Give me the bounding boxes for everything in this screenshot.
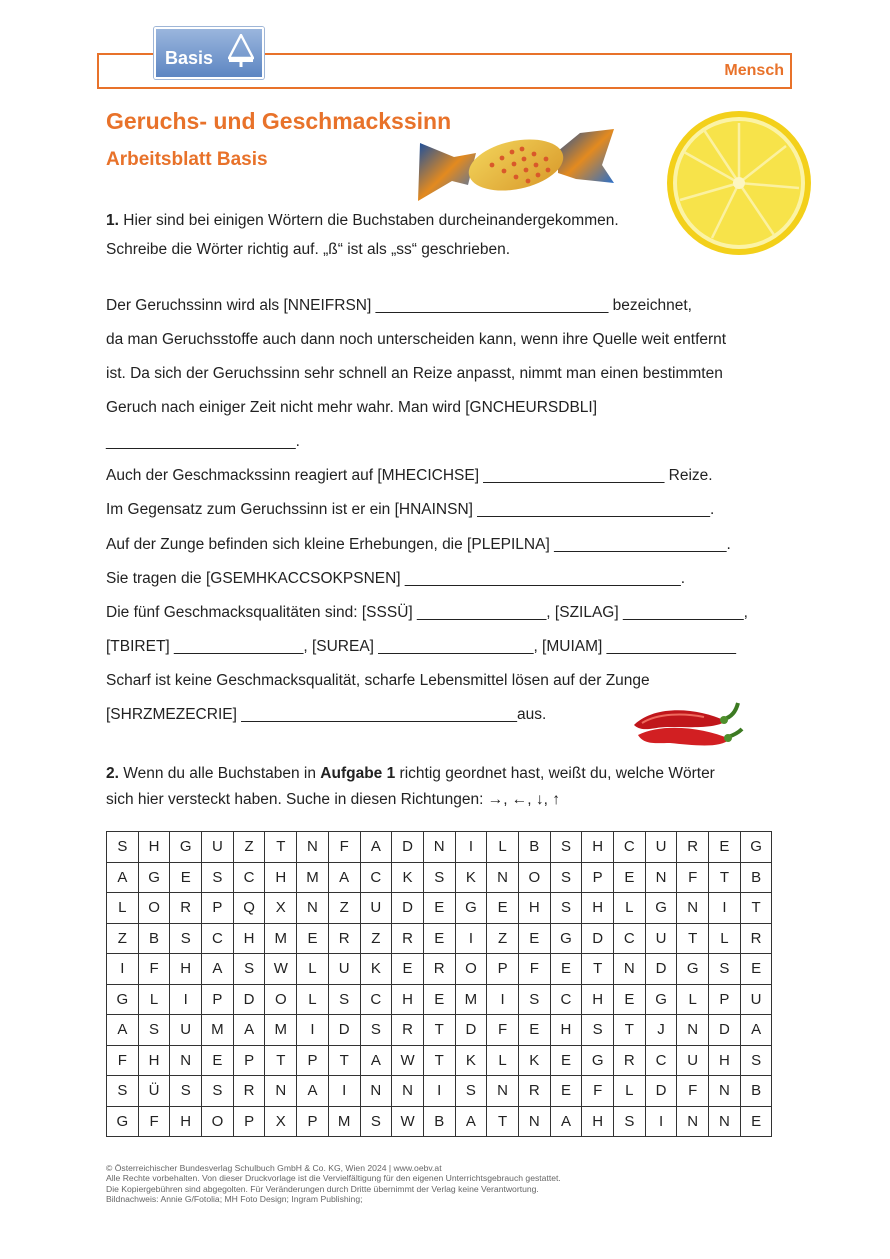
grid-cell: S bbox=[709, 954, 741, 985]
task2-number: 2. bbox=[106, 765, 119, 782]
grid-cell: E bbox=[550, 1076, 582, 1107]
task1-intro-text: Hier sind bei einigen Wörtern die Buchstaben durcheinandergekommen. bbox=[118, 212, 619, 229]
grid-cell: P bbox=[709, 984, 741, 1015]
grid-cell: S bbox=[455, 1076, 487, 1107]
task2-bold-ref: Aufgabe 1 bbox=[320, 765, 396, 782]
grid-cell: S bbox=[614, 1106, 646, 1137]
chili-pepper-illustration bbox=[624, 699, 744, 755]
grid-cell: N bbox=[297, 893, 329, 924]
grid-cell: A bbox=[455, 1106, 487, 1137]
footer-line: © Österreichischer Bundesverlag Schulbuch GmbH & Co. KG, Wien 2024 | www.oebv.at bbox=[106, 1163, 442, 1173]
task2-text-a: Wenn du alle Buchstaben in bbox=[118, 765, 321, 782]
grid-cell: A bbox=[297, 1076, 329, 1107]
task1-intro-line2: Schreibe die Wörter richtig auf. „ß“ ist als „ss“ geschrieben. bbox=[106, 241, 510, 258]
grid-cell: D bbox=[709, 1015, 741, 1046]
grid-cell: R bbox=[392, 923, 424, 954]
grid-cell: D bbox=[328, 1015, 360, 1046]
grid-cell: S bbox=[423, 862, 455, 893]
grid-cell: A bbox=[360, 1045, 392, 1076]
grid-cell: F bbox=[107, 1045, 139, 1076]
task2-line2: sich hier versteckt haben. Suche in diesen Richtungen: →, ←, ↓, ↑ bbox=[106, 791, 561, 808]
grid-cell: I bbox=[455, 832, 487, 863]
grid-cell: E bbox=[550, 1045, 582, 1076]
grid-cell: H bbox=[170, 954, 202, 985]
grid-cell: G bbox=[645, 984, 677, 1015]
grid-cell: U bbox=[328, 954, 360, 985]
grid-row bbox=[107, 1076, 772, 1107]
grid-cell: A bbox=[107, 862, 139, 893]
grid-cell: G bbox=[550, 923, 582, 954]
task1-line: Scharf ist keine Geschmacksqualität, scharfe Lebensmittel lösen auf der Zunge bbox=[106, 672, 650, 689]
logo-text: Basis bbox=[165, 48, 214, 68]
grid-cell: H bbox=[709, 1045, 741, 1076]
grid-cell: R bbox=[328, 923, 360, 954]
grid-cell: S bbox=[170, 923, 202, 954]
grid-cell: H bbox=[550, 1015, 582, 1046]
grid-cell: T bbox=[582, 954, 614, 985]
task1-line: Auf der Zunge befinden sich kleine Erhebungen, die [PLEPILNA] ____________________. bbox=[106, 536, 731, 553]
grid-cell: O bbox=[455, 954, 487, 985]
grid-cell: N bbox=[518, 1106, 550, 1137]
grid-cell: A bbox=[550, 1106, 582, 1137]
grid-cell: S bbox=[138, 1015, 170, 1046]
grid-cell: H bbox=[582, 1106, 614, 1137]
task1-line: Auch der Geschmackssinn reagiert auf [MHECICHSE] _____________________ Reize. bbox=[106, 467, 713, 484]
grid-cell: G bbox=[455, 893, 487, 924]
grid-cell: E bbox=[614, 984, 646, 1015]
grid-row bbox=[107, 1106, 772, 1137]
grid-cell: P bbox=[202, 984, 234, 1015]
grid-cell: I bbox=[455, 923, 487, 954]
grid-cell: O bbox=[518, 862, 550, 893]
grid-cell: U bbox=[360, 893, 392, 924]
grid-cell: F bbox=[328, 832, 360, 863]
grid-cell: S bbox=[107, 832, 139, 863]
grid-cell: C bbox=[360, 862, 392, 893]
grid-cell: L bbox=[297, 954, 329, 985]
grid-cell: S bbox=[107, 1076, 139, 1107]
page-subtitle: Arbeitsblatt Basis bbox=[106, 149, 268, 170]
grid-cell: R bbox=[614, 1045, 646, 1076]
grid-cell: B bbox=[423, 1106, 455, 1137]
grid-cell: O bbox=[202, 1106, 234, 1137]
grid-cell: K bbox=[455, 862, 487, 893]
grid-cell: E bbox=[518, 1015, 550, 1046]
grid-cell: M bbox=[265, 923, 297, 954]
grid-cell: E bbox=[740, 1106, 772, 1137]
grid-cell: I bbox=[487, 984, 519, 1015]
grid-cell: T bbox=[423, 1045, 455, 1076]
grid-cell: A bbox=[360, 832, 392, 863]
grid-cell: H bbox=[138, 1045, 170, 1076]
grid-cell: L bbox=[709, 923, 741, 954]
grid-cell: K bbox=[455, 1045, 487, 1076]
grid-cell: B bbox=[740, 1076, 772, 1107]
task1-line: Geruch nach einiger Zeit nicht mehr wahr. Man wird [GNCHEURSDBLI] bbox=[106, 399, 598, 416]
grid-row bbox=[107, 893, 772, 924]
grid-cell: E bbox=[170, 862, 202, 893]
grid-cell: T bbox=[709, 862, 741, 893]
footer-line: Alle Rechte vorbehalten. Von dieser Druckvorlage ist die Vervielfältigung für den eigenen Unterrichtsgebrauch gestattet. bbox=[106, 1173, 561, 1184]
grid-cell: N bbox=[677, 1015, 709, 1046]
task1-line: ______________________. bbox=[106, 433, 300, 450]
grid-cell: S bbox=[233, 954, 265, 985]
grid-cell: B bbox=[138, 923, 170, 954]
grid-row bbox=[107, 954, 772, 985]
grid-cell: H bbox=[582, 832, 614, 863]
grid-cell: H bbox=[392, 984, 424, 1015]
grid-cell: N bbox=[614, 954, 646, 985]
grid-cell: F bbox=[582, 1076, 614, 1107]
grid-cell: H bbox=[518, 893, 550, 924]
grid-cell: F bbox=[138, 1106, 170, 1137]
subject-label: Mensch bbox=[724, 62, 784, 79]
grid-cell: U bbox=[677, 1045, 709, 1076]
grid-cell: S bbox=[170, 1076, 202, 1107]
grid-cell: L bbox=[677, 984, 709, 1015]
grid-cell: F bbox=[487, 1015, 519, 1046]
grid-cell: S bbox=[518, 984, 550, 1015]
grid-cell: A bbox=[328, 862, 360, 893]
grid-cell: C bbox=[614, 923, 646, 954]
grid-cell: C bbox=[360, 984, 392, 1015]
grid-cell: H bbox=[265, 862, 297, 893]
grid-cell: N bbox=[677, 893, 709, 924]
grid-cell: N bbox=[297, 832, 329, 863]
grid-cell: H bbox=[582, 893, 614, 924]
grid-row bbox=[107, 862, 772, 893]
grid-cell: E bbox=[423, 923, 455, 954]
grid-cell: S bbox=[550, 862, 582, 893]
grid-cell: L bbox=[487, 832, 519, 863]
grid-cell: P bbox=[582, 862, 614, 893]
grid-cell: C bbox=[233, 862, 265, 893]
grid-cell: M bbox=[328, 1106, 360, 1137]
grid-cell: J bbox=[645, 1015, 677, 1046]
task1-intro-line1 bbox=[106, 212, 619, 230]
grid-cell: T bbox=[265, 1045, 297, 1076]
grid-cell: O bbox=[265, 984, 297, 1015]
grid-cell: G bbox=[740, 832, 772, 863]
grid-cell: S bbox=[582, 1015, 614, 1046]
grid-cell: L bbox=[614, 1076, 646, 1107]
grid-cell: D bbox=[392, 832, 424, 863]
grid-cell: F bbox=[677, 1076, 709, 1107]
grid-cell: D bbox=[645, 1076, 677, 1107]
grid-cell: O bbox=[138, 893, 170, 924]
grid-cell: T bbox=[487, 1106, 519, 1137]
grid-cell: Ü bbox=[138, 1076, 170, 1107]
grid-cell: P bbox=[297, 1045, 329, 1076]
grid-cell: D bbox=[233, 984, 265, 1015]
grid-cell: G bbox=[645, 893, 677, 924]
triangle-logo-icon bbox=[228, 34, 254, 68]
task1-line: [TBIRET] _______________, [SUREA] __________________, [MUIAM] _______________ bbox=[106, 638, 736, 655]
grid-cell: N bbox=[709, 1106, 741, 1137]
grid-cell: S bbox=[202, 1076, 234, 1107]
grid-cell: H bbox=[138, 832, 170, 863]
grid-cell: S bbox=[550, 832, 582, 863]
grid-cell: F bbox=[677, 862, 709, 893]
grid-row bbox=[107, 832, 772, 863]
grid-cell: L bbox=[487, 1045, 519, 1076]
grid-cell: W bbox=[392, 1106, 424, 1137]
grid-cell: N bbox=[392, 1076, 424, 1107]
grid-cell: N bbox=[487, 1076, 519, 1107]
grid-cell: L bbox=[297, 984, 329, 1015]
grid-cell: W bbox=[392, 1045, 424, 1076]
grid-cell: L bbox=[107, 893, 139, 924]
grid-cell: S bbox=[328, 984, 360, 1015]
grid-cell: W bbox=[265, 954, 297, 985]
word-search-grid bbox=[106, 831, 772, 1137]
lemon-slice-illustration bbox=[666, 110, 812, 256]
grid-cell: U bbox=[170, 1015, 202, 1046]
grid-cell: A bbox=[107, 1015, 139, 1046]
grid-cell: E bbox=[202, 1045, 234, 1076]
grid-cell: P bbox=[487, 954, 519, 985]
grid-cell: H bbox=[233, 923, 265, 954]
grid-cell: S bbox=[550, 893, 582, 924]
grid-cell: E bbox=[487, 893, 519, 924]
grid-cell: Q bbox=[233, 893, 265, 924]
task1-line: [SHRZMEZECRIE] ________________________________aus. bbox=[106, 706, 547, 723]
grid-cell: X bbox=[265, 1106, 297, 1137]
grid-cell: T bbox=[677, 923, 709, 954]
grid-cell: N bbox=[709, 1076, 741, 1107]
grid-cell: T bbox=[328, 1045, 360, 1076]
grid-cell: D bbox=[455, 1015, 487, 1046]
grid-cell: M bbox=[455, 984, 487, 1015]
grid-cell: R bbox=[677, 832, 709, 863]
grid-cell: L bbox=[614, 893, 646, 924]
task2-line1 bbox=[106, 765, 715, 783]
grid-cell: N bbox=[170, 1045, 202, 1076]
page-title: Geruchs- und Geschmackssinn bbox=[106, 108, 452, 134]
grid-cell: N bbox=[360, 1076, 392, 1107]
grid-cell: M bbox=[202, 1015, 234, 1046]
grid-cell: T bbox=[614, 1015, 646, 1046]
grid-cell: E bbox=[423, 893, 455, 924]
task2-text-b: richtig geordnet hast, weißt du, welche Wörter bbox=[395, 765, 715, 782]
grid-cell: K bbox=[518, 1045, 550, 1076]
grid-cell: E bbox=[297, 923, 329, 954]
task1-line: da man Geruchsstoffe auch dann noch unterscheiden kann, wenn ihre Quelle weit entfernt bbox=[106, 331, 727, 348]
grid-cell: G bbox=[677, 954, 709, 985]
task1-number: 1. bbox=[106, 212, 119, 229]
grid-cell: E bbox=[518, 923, 550, 954]
grid-cell: B bbox=[518, 832, 550, 863]
grid-cell: N bbox=[423, 832, 455, 863]
grid-cell: C bbox=[550, 984, 582, 1015]
grid-cell: L bbox=[138, 984, 170, 1015]
grid-cell: I bbox=[709, 893, 741, 924]
grid-cell: U bbox=[202, 832, 234, 863]
grid-cell: R bbox=[170, 893, 202, 924]
grid-cell: D bbox=[582, 923, 614, 954]
grid-cell: A bbox=[202, 954, 234, 985]
grid-cell: N bbox=[487, 862, 519, 893]
grid-cell: T bbox=[265, 832, 297, 863]
grid-cell: U bbox=[645, 923, 677, 954]
grid-cell: Z bbox=[107, 923, 139, 954]
footer bbox=[106, 1163, 561, 1205]
grid-cell: G bbox=[107, 1106, 139, 1137]
grid-cell: P bbox=[233, 1045, 265, 1076]
grid-cell: R bbox=[233, 1076, 265, 1107]
grid-cell: Z bbox=[328, 893, 360, 924]
grid-cell: M bbox=[297, 862, 329, 893]
grid-cell: I bbox=[645, 1106, 677, 1137]
grid-cell: Z bbox=[487, 923, 519, 954]
grid-cell: T bbox=[423, 1015, 455, 1046]
grid-cell: N bbox=[645, 862, 677, 893]
task1-line: ist. Da sich der Geruchssinn sehr schnell an Reize anpasst, nimmt man einen bestimmten bbox=[106, 365, 723, 382]
grid-cell: P bbox=[202, 893, 234, 924]
grid-cell: M bbox=[265, 1015, 297, 1046]
grid-cell: R bbox=[423, 954, 455, 985]
grid-cell: E bbox=[392, 954, 424, 985]
grid-cell: F bbox=[518, 954, 550, 985]
grid-cell: N bbox=[677, 1106, 709, 1137]
grid-cell: C bbox=[645, 1045, 677, 1076]
grid-cell: P bbox=[233, 1106, 265, 1137]
grid-cell: S bbox=[360, 1106, 392, 1137]
grid-cell: E bbox=[550, 954, 582, 985]
grid-cell: I bbox=[423, 1076, 455, 1107]
grid-cell: S bbox=[360, 1015, 392, 1046]
grid-cell: Z bbox=[233, 832, 265, 863]
grid-cell: R bbox=[740, 923, 772, 954]
grid-cell: E bbox=[614, 862, 646, 893]
grid-cell: S bbox=[740, 1045, 772, 1076]
grid-cell: R bbox=[392, 1015, 424, 1046]
grid-cell: Z bbox=[360, 923, 392, 954]
grid-cell: G bbox=[582, 1045, 614, 1076]
grid-cell: E bbox=[423, 984, 455, 1015]
grid-cell: K bbox=[392, 862, 424, 893]
task1-line: Die fünf Geschmacksqualitäten sind: [SSSÜ] _______________, [SZILAG] ______________, bbox=[106, 604, 748, 621]
grid-row bbox=[107, 984, 772, 1015]
grid-cell: U bbox=[740, 984, 772, 1015]
basis-logo bbox=[154, 27, 264, 79]
grid-cell: G bbox=[107, 984, 139, 1015]
grid-cell: S bbox=[202, 862, 234, 893]
grid-cell: D bbox=[645, 954, 677, 985]
grid-cell: B bbox=[740, 862, 772, 893]
grid-cell: I bbox=[107, 954, 139, 985]
grid-cell: A bbox=[233, 1015, 265, 1046]
grid-cell: I bbox=[328, 1076, 360, 1107]
grid-cell: E bbox=[740, 954, 772, 985]
task1-line: Im Gegensatz zum Geruchssinn ist er ein [HNAINSN] ___________________________. bbox=[106, 501, 715, 518]
grid-row bbox=[107, 923, 772, 954]
grid-cell: A bbox=[740, 1015, 772, 1046]
grid-row bbox=[107, 1015, 772, 1046]
grid-cell: G bbox=[138, 862, 170, 893]
grid-cell: C bbox=[202, 923, 234, 954]
footer-line: Bildnachweis: Annie G/Fotolia; MH Foto Design; Ingram Publishing; bbox=[106, 1194, 363, 1205]
grid-cell: I bbox=[170, 984, 202, 1015]
footer-line: Die Kopiergebühren sind abgegolten. Für Veränderungen durch Dritte übernimmt der Verlag keine Verantwortung. bbox=[106, 1183, 539, 1194]
grid-cell: P bbox=[297, 1106, 329, 1137]
grid-cell: N bbox=[265, 1076, 297, 1107]
grid-cell: H bbox=[170, 1106, 202, 1137]
grid-cell: H bbox=[582, 984, 614, 1015]
grid-cell: D bbox=[392, 893, 424, 924]
task1-line: Sie tragen die [GSEMHKACCSOKPSNEN] ________________________________. bbox=[106, 570, 686, 587]
grid-cell: X bbox=[265, 893, 297, 924]
grid-cell: R bbox=[518, 1076, 550, 1107]
grid-cell: K bbox=[360, 954, 392, 985]
grid-row bbox=[107, 1045, 772, 1076]
grid-cell: E bbox=[709, 832, 741, 863]
grid-cell: C bbox=[614, 832, 646, 863]
grid-cell: G bbox=[170, 832, 202, 863]
candy-illustration bbox=[416, 125, 618, 205]
grid-cell: I bbox=[297, 1015, 329, 1046]
task1-line: Der Geruchssinn wird als [NNEIFRSN] ___________________________ bezeichnet, bbox=[106, 297, 692, 314]
grid-cell: U bbox=[645, 832, 677, 863]
grid-cell: T bbox=[740, 893, 772, 924]
grid-cell: F bbox=[138, 954, 170, 985]
